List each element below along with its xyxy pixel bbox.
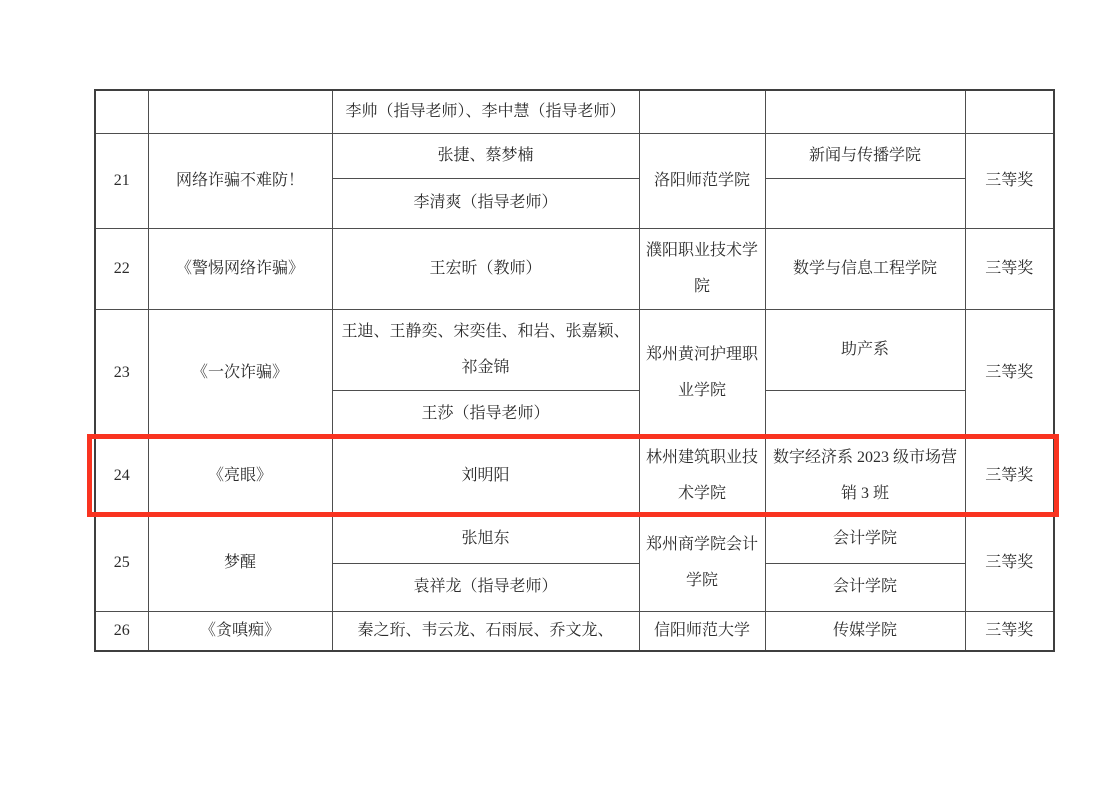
cell-names: 王莎（指导老师）: [332, 390, 639, 437]
cell-number: 21: [95, 133, 148, 228]
cell-school: 林州建筑职业技术学院: [639, 437, 765, 514]
cell-school: 郑州商学院会计学院: [639, 514, 765, 611]
cell-number: 23: [95, 309, 148, 437]
cell-names: 李帅（指导老师）、李中慧（指导老师）: [332, 90, 639, 133]
table-row-highlighted: [95, 437, 1054, 514]
cell-department: [765, 178, 965, 228]
cell-department: 数字经济系 2023 级市场营销 3 班: [765, 437, 965, 514]
cell-title: 《警惕网络诈骗》: [148, 228, 332, 309]
awards-table-container: [94, 89, 1055, 652]
cell-number: 24: [95, 437, 148, 514]
cell-department: 会计学院: [765, 514, 965, 563]
cell-award: 三等奖: [965, 309, 1054, 437]
cell-award: 三等奖: [965, 611, 1054, 651]
cell-names: 张捷、蔡梦楠: [332, 133, 639, 178]
cell-award: [965, 90, 1054, 133]
cell-title: 网络诈骗不难防！: [148, 133, 332, 228]
cell-names: 李清爽（指导老师）: [332, 178, 639, 228]
table-row: [95, 309, 1054, 390]
cell-school: 洛阳师范学院: [639, 133, 765, 228]
cell-department: 新闻与传播学院: [765, 133, 965, 178]
cell-title: 梦醒: [148, 514, 332, 611]
cell-number: 22: [95, 228, 148, 309]
cell-title: 《亮眼》: [148, 437, 332, 514]
cell-department: 会计学院: [765, 563, 965, 611]
cell-number: 26: [95, 611, 148, 651]
table-row: [95, 228, 1054, 309]
table-row: [95, 514, 1054, 563]
cell-title: [148, 90, 332, 133]
cell-names: 王宏昕（教师）: [332, 228, 639, 309]
cell-award: 三等奖: [965, 437, 1054, 514]
table-row: [95, 611, 1054, 651]
cell-department: 数学与信息工程学院: [765, 228, 965, 309]
cell-names: 王迪、王静奕、宋奕佳、和岩、张嘉颖、祁金锦: [332, 309, 639, 390]
cell-school: 信阳师范大学: [639, 611, 765, 651]
cell-award: 三等奖: [965, 133, 1054, 228]
cell-number: 25: [95, 514, 148, 611]
cell-names: 秦之珩、韦云龙、石雨辰、乔文龙、: [332, 611, 639, 651]
cell-school: [639, 90, 765, 133]
cell-number: [95, 90, 148, 133]
cell-department: 助产系: [765, 309, 965, 390]
awards-table: [94, 89, 1055, 652]
cell-award: 三等奖: [965, 514, 1054, 611]
table-row: [95, 90, 1054, 133]
table-row: [95, 133, 1054, 178]
cell-department: [765, 90, 965, 133]
cell-department: 传媒学院: [765, 611, 965, 651]
cell-award: 三等奖: [965, 228, 1054, 309]
cell-title: 《贪嗔痴》: [148, 611, 332, 651]
cell-title: 《一次诈骗》: [148, 309, 332, 437]
cell-names: 袁祥龙（指导老师）: [332, 563, 639, 611]
cell-names: 刘明阳: [332, 437, 639, 514]
cell-school: 郑州黄河护理职业学院: [639, 309, 765, 437]
cell-names: 张旭东: [332, 514, 639, 563]
cell-school: 濮阳职业技术学院: [639, 228, 765, 309]
cell-department: [765, 390, 965, 437]
